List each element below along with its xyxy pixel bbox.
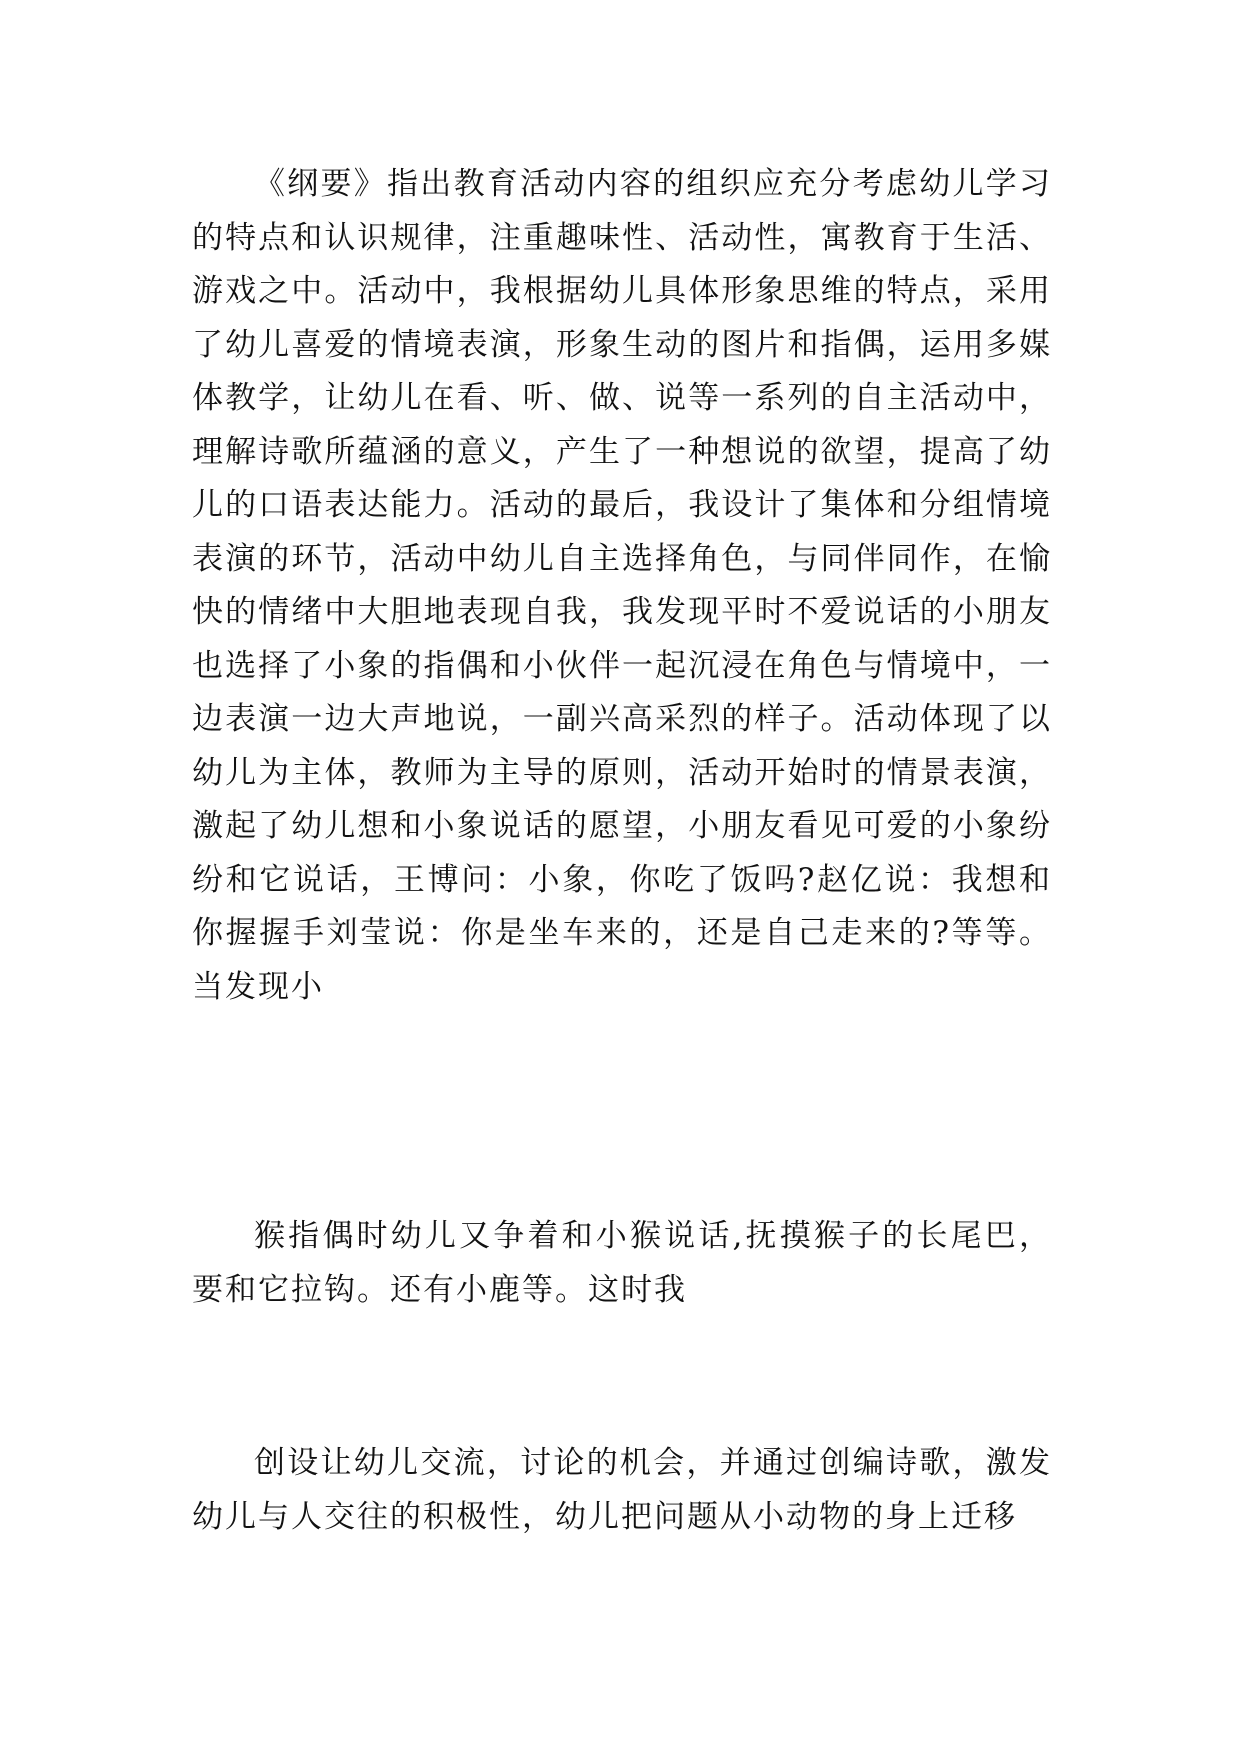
- paragraph-1: 《纲要》指出教育活动内容的组织应充分考虑幼儿学习的特点和认识规律，注重趣味性、活动性，寓教育于生活、游戏之中。活动中，我根据幼儿具体形象思维的特点，采用了幼儿喜爱的情境表演，形象生动的图片和指偶，运用多媒体教学，让幼儿在看、听、做、说等一系列的自主活动中，理解诗歌所蕴涵的意义，产生了一种想说的欲望，提高了幼儿的口语表达能力。活动的最后，我设计了集体和分组情境表演的环节，活动中幼儿自主选择角色，与同伴同作，在愉快的情绪中大胆地表现自我，我发现平时不爱说话的小朋友也选择了小象的指偶和小伙伴一起沉浸在角色与情境中，一边表演一边大声地说，一副兴高采烈的样子。活动体现了以幼儿为主体，教师为主导的原则，活动开始时的情景表演，激起了幼儿想和小象说话的愿望，小朋友看见可爱的小象纷纷和它说话，王博问：小象，你吃了饭吗?赵亿说：我想和你握握手刘莹说：你是坐车来的，还是自己走来的?等等。当发现小: [192, 166, 1052, 1005]
- paragraph-3: 创设让幼儿交流，讨论的机会，并通过创编诗歌，激发幼儿与人交往的积极性，幼儿把问题从小动物的身上迁移: [192, 1445, 1052, 1535]
- paragraph-2: 猴指偶时幼儿又争着和小猴说话,抚摸猴子的长尾巴，要和它拉钩。还有小鹿等。这时我: [192, 1218, 1052, 1308]
